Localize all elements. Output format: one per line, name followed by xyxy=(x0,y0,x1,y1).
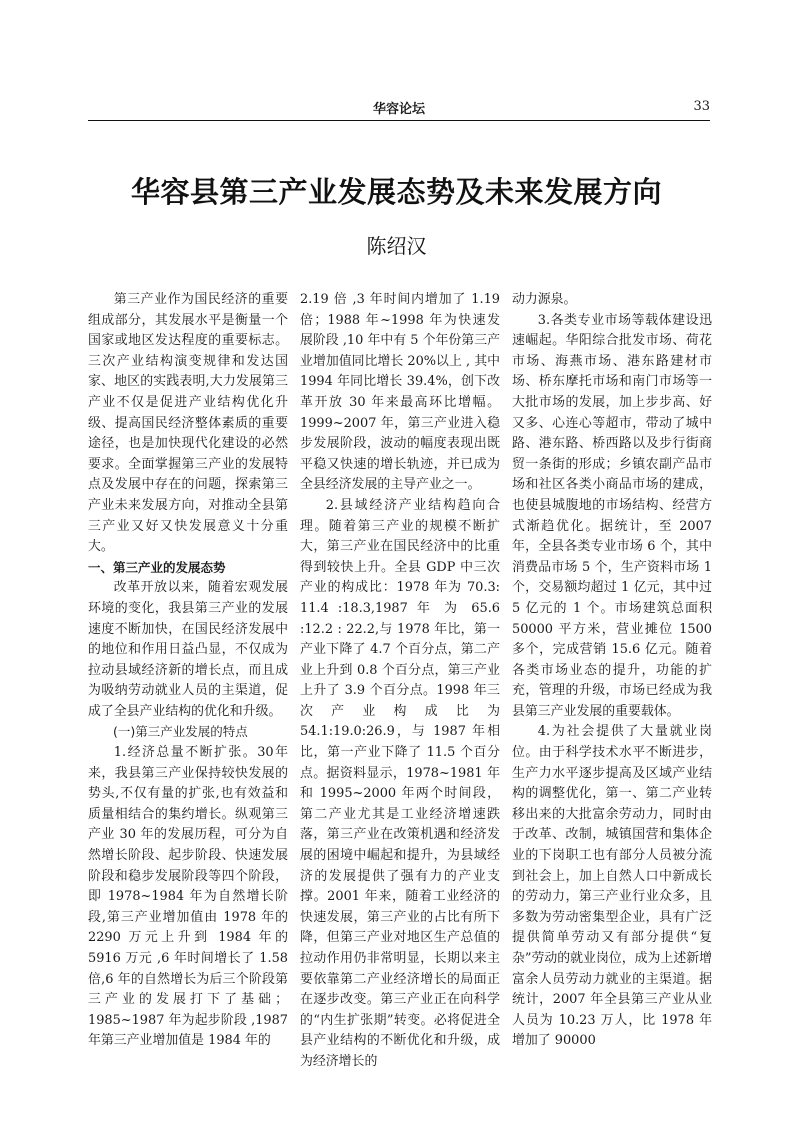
subsection-heading: (一)第三产业发展的特点 xyxy=(113,724,248,740)
paragraph: 2.县域经济产业结构趋向合理。随着第三产业的规模不断扩大，第三产业在国民经济中的比重得到较快上升。全县 GDP 中三次产业的构成比：1978 年为 70.3: 11.4 :18.3,1987 年 为 65.6 :12.2 : 22.2,与 1978 年比，第一产业下降了 4.7 个百分点，第二产业上升到 0.8 个百分点，第三产业上升了 3.9 个百分点。1998 年三次产业构成比为 54.1:19.0:26.9，与 1987 年相比，第一产业下降了 11.5 个百分点。据资料显示，1978~1981 年和 1995~2000 年两个时间段，第二产业尤其是工业经济增速跌落，第三产业在改策机遇和经济发展的困境中崛起和提升，为县域经济的发展提供了强有力的产业支撑。2001 年来，随着工业经济的快速发展，第三产业的占比有所下降，但第三产业对地区生产总值的拉动作用仍非常明显，长期以来主要依靠第二产业经济增长的局面正在逐步改变。第三产业正在向科学的“内生扩张期”转变。必将促进全县产业结构的不断优化和升级，成为经济增长的 xyxy=(300,497,500,1069)
paragraph: 改革开放以来，随着宏观发展环境的变化，我县第三产业的发展速度不断加快，在国民经济发展中的地位和作用日益凸显，不仅成为拉动县域经济新的增长点，而且成为吸纳劳动就业人员的主渠道，促成了全县产业结构的优化和升级。 xyxy=(88,580,288,719)
paragraph-continued: 2.19 倍 ,3 年时间内增加了 1.19 倍；1988 年~1998 年为快速发展阶段 ,10 年中有 5 个年份第三产业增加值同比增长 20%以上 , 其中 1994 年同比增长 39.4%，创下改革开放 30 年来最高环比增幅。1999~2007 年，第三产业进入稳步发展阶段，波动的幅度表现出既平稳又快速的增长轨迹，并已成为全县经济发展的主导产业之一。 xyxy=(300,292,500,493)
page-number: 33 xyxy=(693,99,710,114)
text-column-2 xyxy=(300,290,500,1080)
paragraph: 1.经济总量不断扩张。30年来，我县第三产业保持较快发展的势头,不仅有量的扩张,也有效益和质量相结合的集约增长。纵观第三产业 30 年的发展历程，可分为自然增长阶段、起步阶段、快速发展阶段和稳步发展阶段等四个阶段，即 1978~1984 年为自然增长阶段,第三产业增加值由 1978 年的 2290 万元上升到 1984 年的 5916 万元 ,6 年时间增长了 1.58 倍,6 年的自然增长为后三个阶段第三产业的发展打下了基础；1985~1987 年为起步阶段 ,1987 年第三产业增加值是 1984 年的 xyxy=(88,745,288,1049)
journal-name: 华容论坛 xyxy=(372,102,425,117)
paragraph: 4.为社会提供了大量就业岗位。由于科学技术水平不断进步，生产力水平逐步提高及区域产业结构的调整优化，第一、第二产业转移出来的大批富余劳动力，同时由于改革、改制，城镇国营和集体企业的下岗职工也有部分人员被分流到社会上，加上自然人口中新成长的劳动力，第三产业行业众多，且多数为劳动密集型企业，具有广泛提供简单劳动又有部分提供“复杂”劳动的就业岗位，成为上述新增富余人员劳动力就业的主渠道。据统计，2007 年全县第三产业从业人员为 10.23 万人，比 1978 年增加了 90000 xyxy=(512,724,712,1049)
paragraph-continued: 动力源泉。 xyxy=(512,292,577,307)
section-heading: 一、第三产业的发展态势 xyxy=(88,559,226,575)
article-author: 陈绍汉 xyxy=(366,234,427,258)
article-title: 华容县第三产业发展态势及未来发展方向 xyxy=(130,175,662,209)
text-column-3 xyxy=(512,290,712,1080)
paragraph: 第三产业作为国民经济的重要组成部分，其发展水平是衡量一个国家或地区发达程度的重要标志。三次产业结构演变规律和发达国家、地区的实践表明,大力发展第三产业不仅是促进产业结构优化升级、提高国民经济整体素质的重要途径，也是加快现代化建设的必然要求。全面掌握第三产业的发展特点及发展中存在的问题，探索第三产业未来发展方向，对推动全县第三产业又好又快发展意义十分重大。 xyxy=(88,292,288,555)
header-rule xyxy=(88,120,710,121)
running-header xyxy=(88,96,710,118)
text-column-1 xyxy=(88,290,288,1080)
paragraph: 3.各类专业市场等载体建设迅速崛起。华阳综合批发市场、荷花市场、海燕市场、港东路建材市场、桥东摩托市场和南门市场等一大批市场的发展，加上步步高、好又多、心连心等超市，带动了城中路、港东路、桥西路以及步行街商贸一条街的形成；乡镇农副产品市场和社区各类小商品市场的建成，也使县城腹地的市场结构、经营方式渐趋优化。据统计，至 2007 年，全县各类专业市场 6 个，其中消费品市场 5 个，生产资料市场 1 个，交易额均超过 1 亿元，其中过 5 亿元的 1 个。市场建筑总面积 50000 平方米，营业摊位 1500 多个，完成营销 15.6 亿元。随着各类市场业态的提升，功能的扩充，管理的升级，市场已经成为我县第三产业发展的重要载体。 xyxy=(512,312,712,719)
